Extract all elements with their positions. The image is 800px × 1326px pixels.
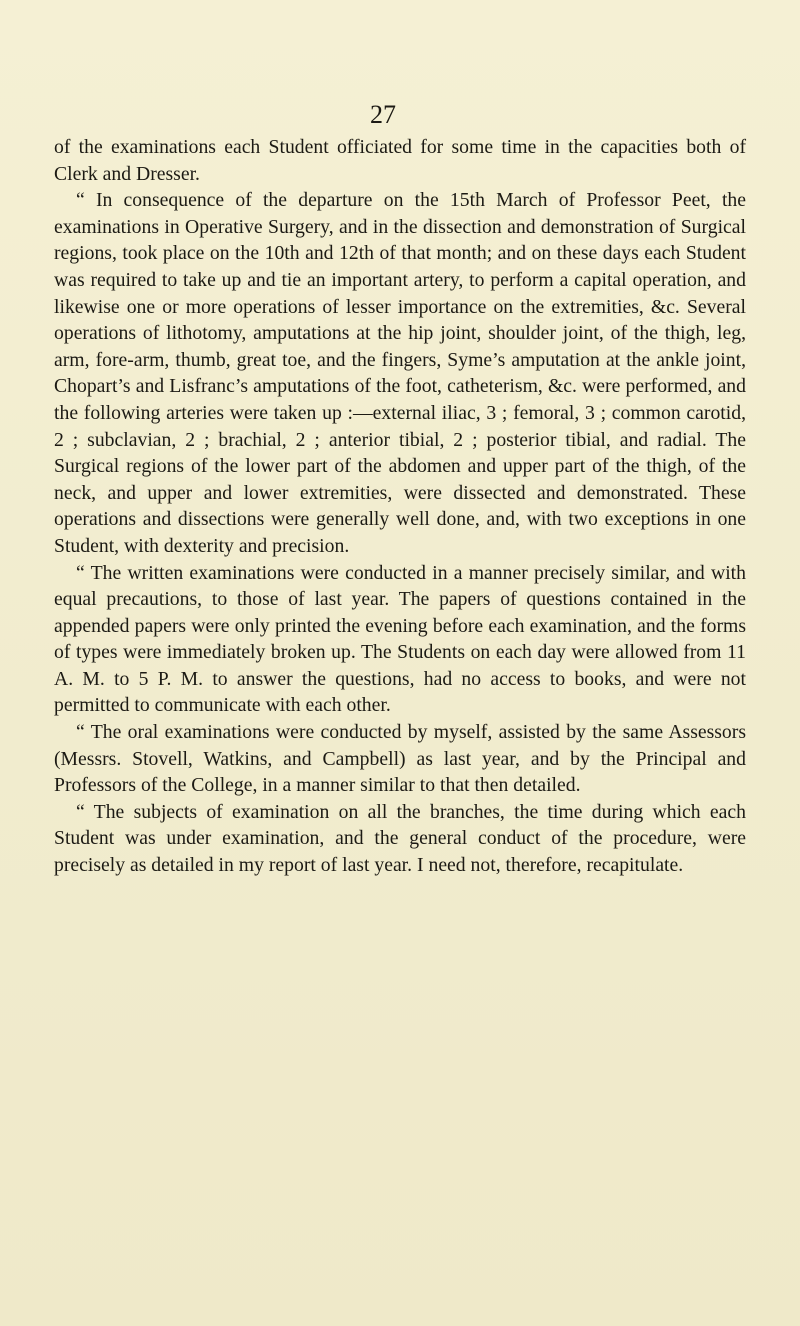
paragraph-subjects-of-examination: “ The subjects of examination on all the branches, the time during which each Student was under examination, and the general conduct of the procedure, were precisely as detailed in my report of last year. I need not, therefore, recapitulate.: [54, 800, 746, 877]
page-number: 27: [370, 100, 396, 129]
body-text: [54, 134, 746, 879]
paragraph-continuation: of the examinations each Student officiated for some time in the capacities both of Clerk and Dresser.: [54, 136, 746, 185]
paragraph-oral-examinations: “ The oral examinations were conducted by myself, assisted by the same Assessors (Messrs. Stovell, Watkins, and Campbell) as last year, and by the Principal and Professors of the College, in a manner similar to that then detailed.: [54, 721, 746, 797]
paragraph-surgery-examinations: “ In consequence of the departure on the 15th March of Professor Peet, the examinations in Operative Surgery, and in the dissection and demonstration of Surgical regions, took place on the 10th and 12th of that month; and on these days each Student was required to take up and tie an important artery, to perform a capital operation, and likewise one or more operations of lesser importance on the extremities, &c. Several operations of lithotomy, amputations at the hip joint, shoulder joint, of the thigh, leg, arm, fore-arm, thumb, great toe, and the fingers, Syme’s amputation at the ankle joint, Chopart’s and Lisfranc’s amputations of the foot, catheterism, &c. were performed, and the following arteries were taken up :—external iliac, 3 ; femoral, 3 ; common carotid, 2 ; subclavian, 2 ; brachial, 2 ; anterior tibial, 2 ; posterior tibial, and radial. The Surgical regions of the lower part of the abdomen and upper part of the thigh, of the neck, and upper and lower extremities, were dissected and demonstrated. These operations and dissections were generally well done, and, with two exceptions in one Student, with dexterity and precision.: [54, 189, 746, 557]
paragraph-written-examinations: “ The written examinations were conducted in a manner precisely similar, and with equal precautions, to those of last year. The papers of questions contained in the appended papers were only printed the evening before each examination, and the forms of types were immediately broken up. The Students on each day were allowed from 11 A. M. to 5 P. M. to answer the questions, had no access to books, and were not permitted to communicate with each other.: [54, 561, 746, 717]
